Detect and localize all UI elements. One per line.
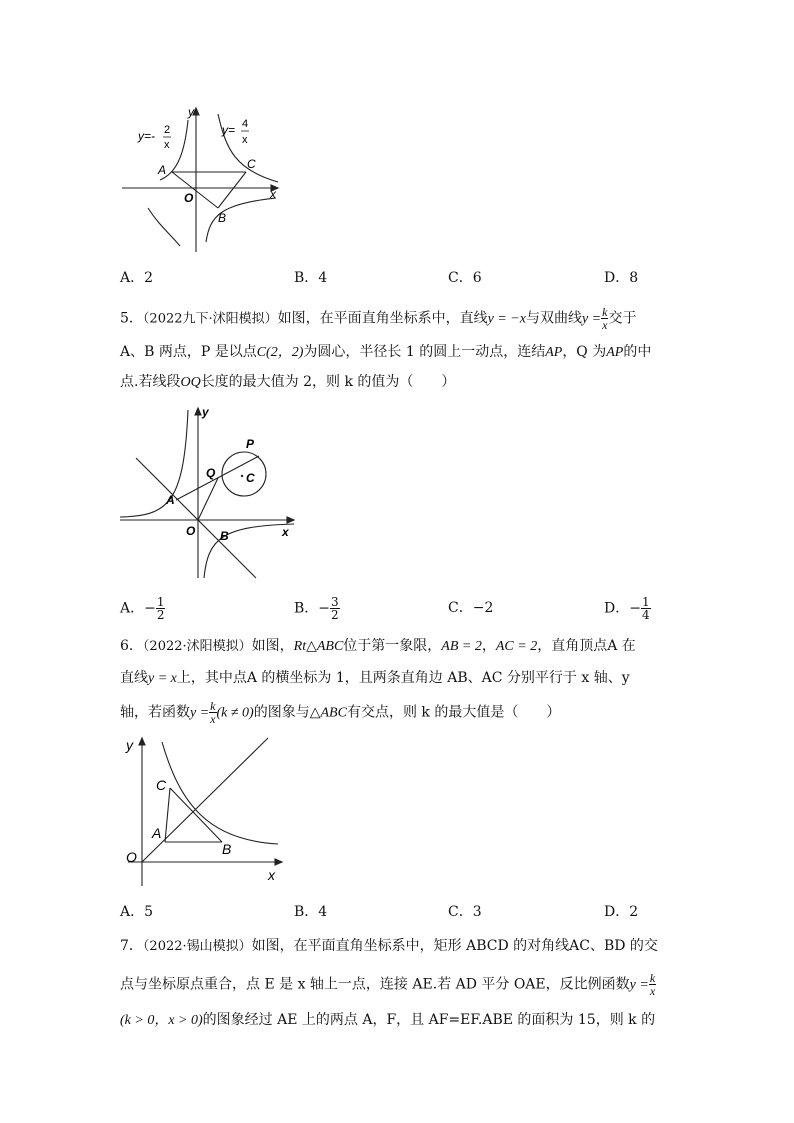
hyperbola-branch-q2	[120, 410, 188, 517]
point-B-label: B	[220, 529, 229, 543]
x-axis-label: x	[270, 187, 276, 201]
point-P-label: P	[246, 437, 255, 451]
q5-line-3: 点.若线段OQ长度的最大值为 2，则 k 的值为（ ）	[120, 374, 456, 390]
q5-frac-k-over-x: $\frac{k}{x}$	[602, 305, 608, 332]
q4-option-c[interactable]: C．6	[448, 270, 482, 286]
q4-option-d[interactable]: D．8	[604, 270, 639, 286]
q5-text-2: 与双曲线	[525, 310, 582, 327]
y-axis-label: y	[188, 105, 194, 119]
point-A-label: A	[166, 493, 175, 507]
segment-AB	[172, 172, 218, 208]
segment-BC	[218, 172, 246, 208]
x-axis-label: x	[282, 525, 289, 539]
q5-text-1: 如图，在平面直角坐标系中，直线	[277, 310, 488, 327]
q5-option-c[interactable]: C．−2	[448, 600, 494, 616]
eq-left-den: x	[164, 139, 170, 151]
q6-line-3: 轴，若函数y = $\frac{k}{x}$ (k ≠ 0)的图象与△ABC有交点，则 k 的最大值是（ ）	[120, 699, 561, 726]
q7-line-2: 点与坐标原点重合，点 E 是 x 轴上一点，连接 AE.若 AD 平分 OAE，反比例函数y = $\frac{k}{x}$	[120, 971, 656, 998]
eq-left-num: 2	[164, 124, 171, 136]
q7-number: 7．	[120, 938, 143, 954]
q5-text-3: 交于	[608, 310, 637, 327]
line-y-neg-x	[136, 458, 256, 578]
q6-option-a[interactable]: A．5	[120, 904, 154, 920]
q7-line-1: 7．（2022·锡山模拟）如图，在平面直角坐标系中，矩形 ABCD 的对角线AC、BD 的交	[120, 938, 658, 954]
point-C-label: C	[247, 157, 256, 171]
line-y-eq-x	[142, 738, 268, 862]
origin-label: O	[126, 849, 137, 865]
q6-source: （2022·沭阳模拟）	[142, 639, 252, 654]
x-axis-label: x	[268, 867, 275, 883]
circle-c	[222, 452, 266, 496]
point-Q-label: Q	[206, 466, 216, 480]
q4-option-a[interactable]: A．2	[120, 270, 154, 286]
q6-option-d[interactable]: D．2	[604, 904, 639, 920]
segment-AC	[165, 788, 170, 842]
q7-line-3: (k > 0，x > 0)的图象经过 AE 上的两点 A，F，且 AF=EF.ABE 的面积为 15，则 k 的	[120, 1012, 656, 1028]
curve-y-4-over-x-q3	[148, 208, 180, 246]
point-C-label: C	[246, 471, 255, 485]
eq-right-den: x	[242, 134, 248, 146]
q5-line-1	[120, 306, 636, 331]
point-B-label: B	[222, 841, 232, 857]
figure-q6	[118, 734, 288, 888]
point-C-label: C	[156, 777, 167, 793]
figure-q5	[118, 404, 300, 580]
eq-left-label: y=-	[138, 129, 156, 143]
q6-option-c[interactable]: C．3	[448, 904, 482, 920]
q5-number: 5．	[120, 310, 143, 327]
hyperbola-branch-q4	[204, 524, 294, 578]
hyperbola-y-k-over-x	[162, 742, 278, 844]
q5-option-b[interactable]: B．− $\frac{3}{2}$	[294, 595, 339, 622]
q5-source: （2022九下·沭阳模拟）	[142, 311, 278, 327]
q5-eq-hyperbola: y =	[581, 311, 602, 327]
center-dot-c	[241, 475, 243, 477]
point-A-label: A	[152, 825, 162, 841]
point-B-label: B	[218, 211, 227, 225]
q6-line-2: 直线y = x上，其中点A 的横坐标为 1，且两条直角边 AB、AC 分别平行于 x 轴、y	[120, 670, 630, 686]
q5-option-d[interactable]: D．− $\frac{1}{4}$	[604, 595, 650, 622]
segment-OQ	[198, 478, 218, 520]
y-axis-label: y	[202, 405, 209, 419]
figure-q4	[118, 100, 288, 260]
q5-option-a[interactable]: A．− $\frac{1}{2}$	[120, 595, 165, 622]
q4-option-b[interactable]: B．4	[294, 270, 328, 286]
q5-eq-line: y = −x	[487, 311, 526, 327]
q5-line-2: A、B 两点，P 是以点C(2，2)为圆心，半径长 1 的圆上一动点，连结AP，Q 为AP的中	[120, 344, 652, 360]
y-axis-label: y	[126, 737, 133, 753]
origin-label: O	[186, 524, 196, 538]
q7-source: （2022·锡山模拟）	[142, 939, 252, 954]
eq-right-num: 4	[242, 118, 249, 130]
q6-number: 6．	[120, 638, 143, 654]
point-A-label: A	[158, 163, 167, 177]
curve-y-neg2-over-x-q4	[206, 198, 276, 242]
eq-right-label: y=	[222, 123, 236, 137]
segment-BC	[170, 788, 222, 842]
origin-label: O	[184, 191, 194, 205]
q6-option-b[interactable]: B．4	[294, 904, 328, 920]
q6-line-1: 6．（2022·沭阳模拟）如图，Rt△ABC位于第一象限，AB = 2，AC = 2，直角顶点A 在	[120, 638, 636, 654]
